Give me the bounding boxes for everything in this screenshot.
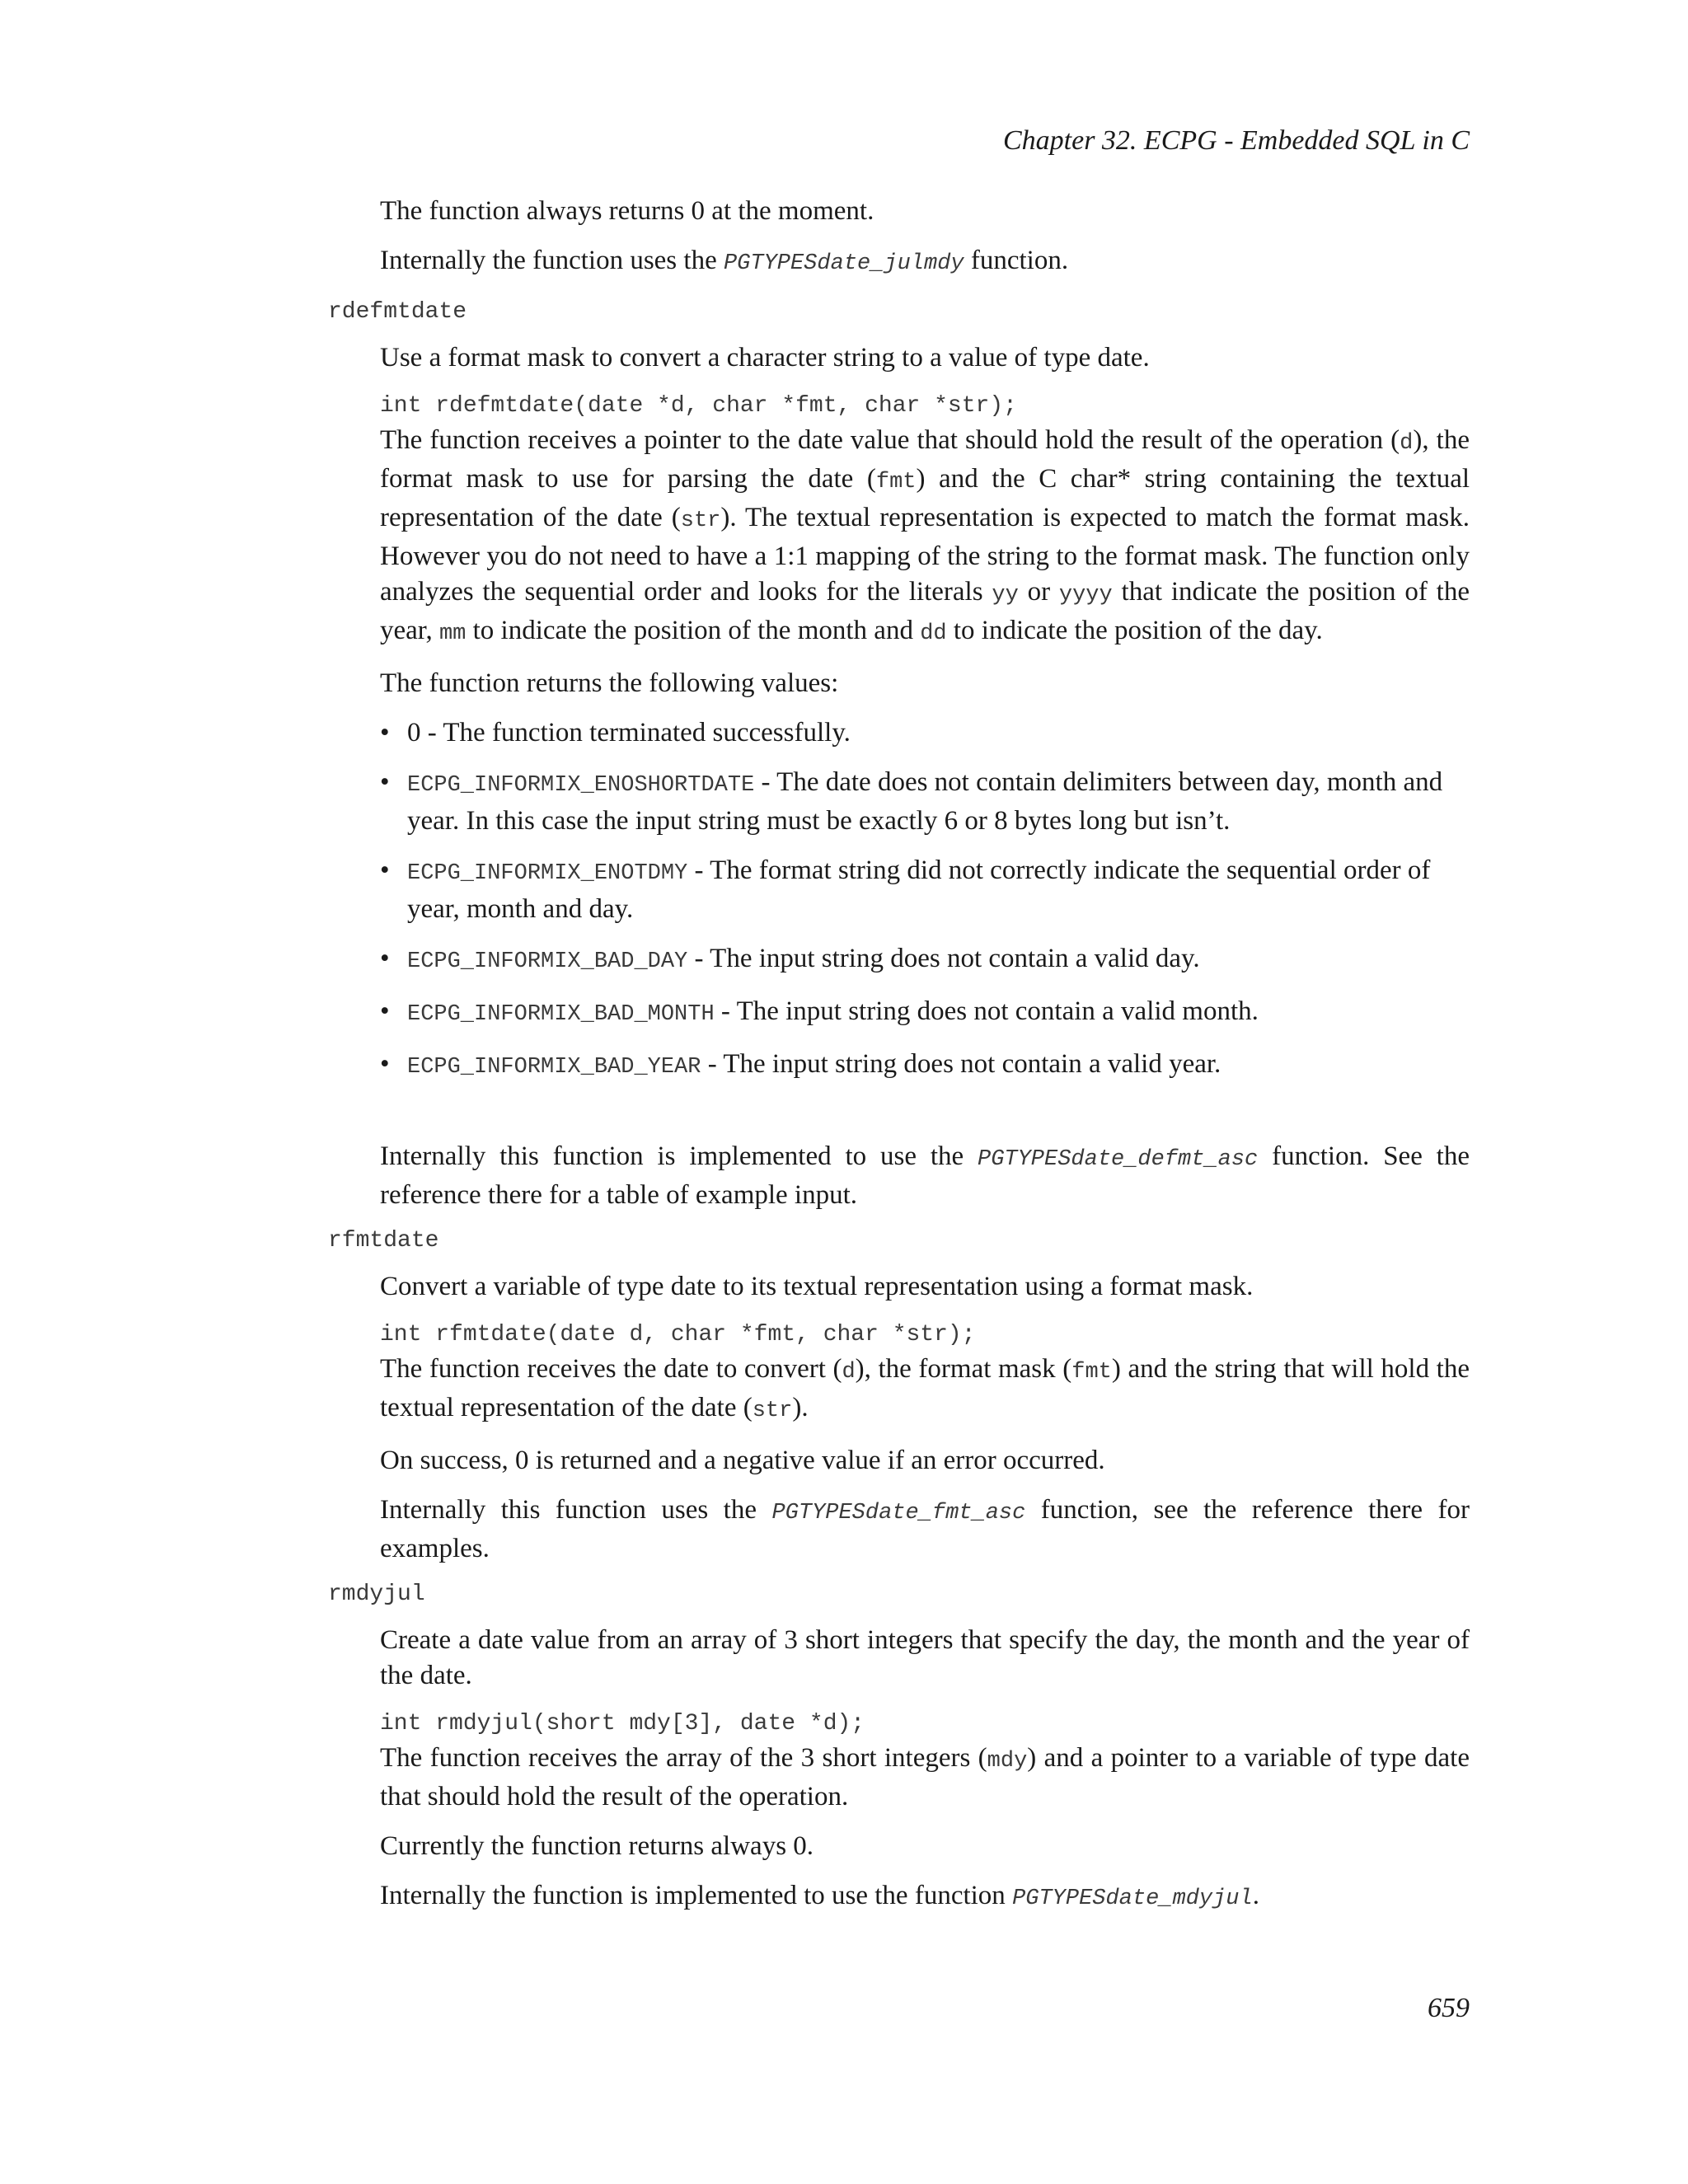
rfmtdate-implementation bbox=[380, 1493, 1470, 1567]
rmdyjul-description: Create a date value from an array of 3 short integers that specify the day, the month and the year of the date. bbox=[380, 1625, 1470, 1690]
list-item bbox=[380, 1047, 1470, 1085]
function-reference: PGTYPESdate_fmt_asc bbox=[771, 1501, 1026, 1526]
parameter-name: str bbox=[752, 1399, 793, 1423]
return-description: 0 - The function terminated successfully. bbox=[407, 718, 851, 748]
return-values-list bbox=[380, 715, 1470, 1085]
text-run: The function receives the date to convert ( bbox=[380, 1354, 842, 1384]
rmdyjul-body bbox=[380, 1741, 1470, 1815]
running-header: Chapter 32. ECPG - Embedded SQL in C bbox=[1002, 125, 1470, 156]
page-number: 659 bbox=[1428, 1993, 1470, 2023]
error-code: ECPG_INFORMIX_BAD_DAY bbox=[407, 949, 688, 974]
function-reference: PGTYPESdate_julmdy bbox=[723, 251, 964, 276]
text-run: to indicate the position of the month and bbox=[466, 616, 921, 645]
rdefmtdate-description: Use a format mask to convert a character string to a value of type date. bbox=[380, 343, 1150, 373]
error-code: ECPG_INFORMIX_ENOTDMY bbox=[407, 861, 688, 886]
term-rfmtdate: rfmtdate bbox=[328, 1228, 439, 1254]
function-reference: PGTYPESdate_defmt_asc bbox=[978, 1147, 1259, 1172]
intro-internal-paragraph bbox=[380, 243, 1470, 282]
text-run: . bbox=[1252, 1881, 1259, 1910]
text-run: ). bbox=[792, 1393, 809, 1422]
parameter-name: mdy bbox=[987, 1749, 1028, 1774]
list-item bbox=[380, 994, 1470, 1033]
parameter-name: str bbox=[680, 509, 721, 533]
text-run: The function receives a pointer to the date value that should hold the result of the operation ( bbox=[380, 425, 1400, 455]
text-run: Internally the function uses the bbox=[380, 246, 724, 275]
error-code: ECPG_INFORMIX_BAD_YEAR bbox=[407, 1055, 701, 1080]
text-run: function. bbox=[964, 246, 1069, 275]
error-code: ECPG_INFORMIX_ENOSHORTDATE bbox=[407, 773, 755, 798]
literal: yyyy bbox=[1058, 583, 1113, 607]
text-run: ), the format mask ( bbox=[855, 1354, 1072, 1384]
text-run: ) and the string that will hold the textual representation of the date ( bbox=[380, 1354, 1470, 1422]
literal: yy bbox=[992, 583, 1019, 607]
literal: mm bbox=[438, 621, 467, 646]
page-content bbox=[328, 194, 1470, 1931]
rdefmtdate-synopsis: int rdefmtdate(date *d, char *fmt, char *str); bbox=[380, 393, 1017, 419]
rdefmtdate-returns-intro: The function returns the following values: bbox=[380, 668, 839, 698]
text-run: ) and a pointer to a variable of type date that should hold the result of the operation. bbox=[380, 1743, 1470, 1811]
return-description: - The input string does not contain a valid year. bbox=[701, 1049, 1221, 1079]
text-run: Internally the function is implemented to use the function bbox=[380, 1881, 1013, 1910]
text-run: function. See the reference there for a table of example input. bbox=[380, 1141, 1470, 1210]
return-description: - The format string did not correctly indicate the sequential order of year, month and day. bbox=[407, 855, 1431, 924]
parameter-name: d bbox=[842, 1360, 856, 1385]
text-run: Internally this function is implemented to use the bbox=[380, 1141, 978, 1171]
list-item bbox=[380, 765, 1470, 839]
list-item bbox=[380, 853, 1470, 927]
rdefmtdate-implementation bbox=[380, 1139, 1470, 1213]
literal: dd bbox=[920, 621, 947, 646]
intro-returns-paragraph: The function always returns 0 at the moment. bbox=[380, 196, 874, 226]
rfmtdate-body bbox=[380, 1352, 1470, 1429]
list-item bbox=[380, 715, 1470, 751]
return-description: - The input string does not contain a valid day. bbox=[687, 944, 1200, 973]
rfmtdate-success: On success, 0 is returned and a negative value if an error occurred. bbox=[380, 1446, 1105, 1475]
text-run: ) and the C char* string containing the textual representation of the date ( bbox=[380, 464, 1470, 532]
term-rdefmtdate: rdefmtdate bbox=[328, 299, 467, 325]
rfmtdate-synopsis: int rfmtdate(date d, char *fmt, char *str); bbox=[380, 1322, 976, 1347]
text-run: The function receives the array of the 3 short integers ( bbox=[380, 1743, 987, 1773]
rmdyjul-synopsis: int rmdyjul(short mdy[3], date *d); bbox=[380, 1711, 865, 1736]
function-reference: PGTYPESdate_mdyjul bbox=[1012, 1886, 1253, 1911]
return-description: - The date does not contain delimiters between day, month and year. In this case the input string must be exactly 6 or 8 bytes long but isn’t. bbox=[407, 767, 1443, 836]
parameter-name: fmt bbox=[875, 470, 917, 494]
text-run: ). The textual representation is expected to match the format mask. However you do not need to have a 1:1 mapping of the string to the format mask. The function only analyzes the sequential order and looks for the literals bbox=[380, 503, 1470, 607]
parameter-name: d bbox=[1400, 431, 1414, 456]
text-run: ), the format mask to use for parsing the date ( bbox=[380, 425, 1470, 494]
rmdyjul-implementation bbox=[380, 1878, 1470, 1917]
rfmtdate-description: Convert a variable of type date to its textual representation using a format mask. bbox=[380, 1272, 1254, 1301]
return-description: - The input string does not contain a valid month. bbox=[714, 996, 1259, 1026]
parameter-name: fmt bbox=[1071, 1360, 1112, 1385]
text-run: to indicate the position of the day. bbox=[946, 616, 1323, 645]
text-run: or bbox=[1018, 577, 1059, 607]
text-run: function, see the reference there for examples. bbox=[380, 1495, 1470, 1563]
spacer bbox=[328, 1099, 1470, 1139]
list-item bbox=[380, 941, 1470, 980]
text-run: that indicate the position of the year, bbox=[380, 577, 1470, 645]
error-code: ECPG_INFORMIX_BAD_MONTH bbox=[407, 1002, 715, 1027]
term-rmdyjul: rmdyjul bbox=[328, 1582, 425, 1607]
rdefmtdate-body bbox=[380, 423, 1470, 652]
text-run: Internally this function uses the bbox=[380, 1495, 772, 1525]
rmdyjul-returns: Currently the function returns always 0. bbox=[380, 1831, 814, 1861]
